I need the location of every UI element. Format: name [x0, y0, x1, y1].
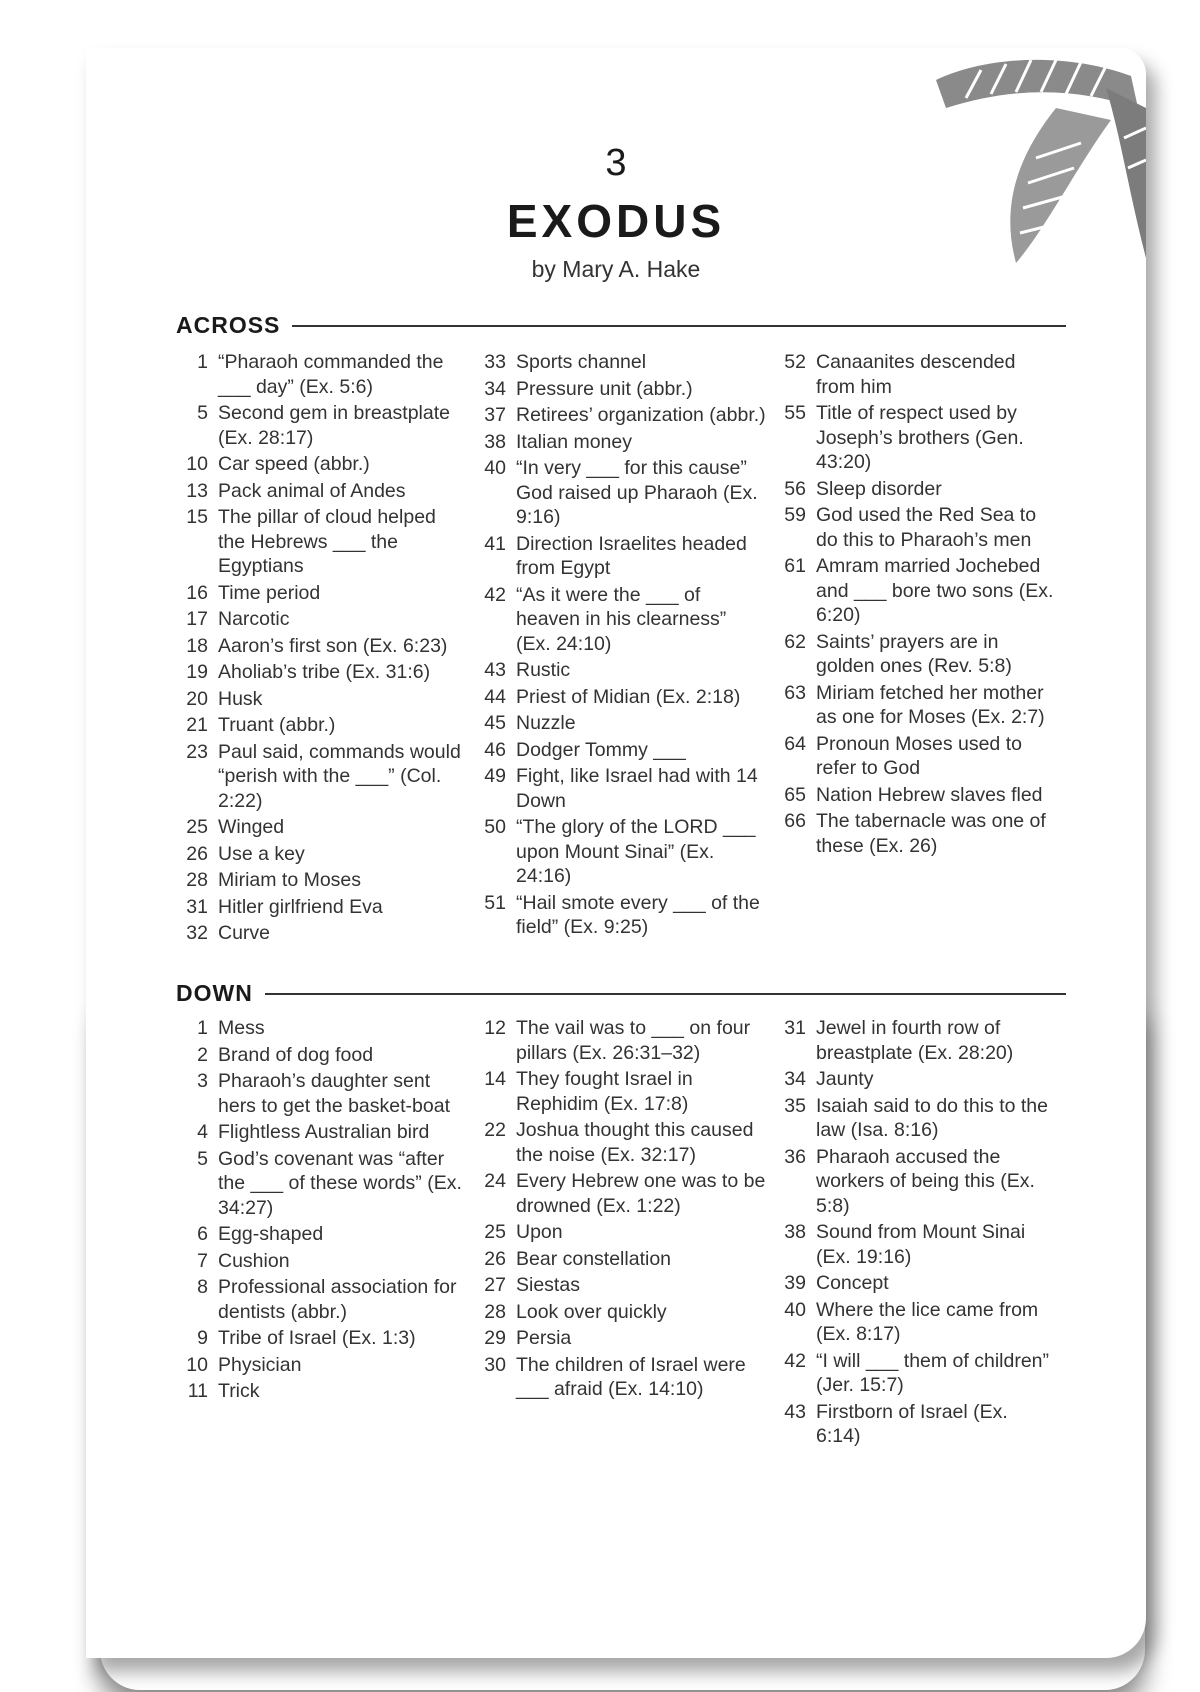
across-clue	[176, 452, 474, 477]
clue-text: Rustic	[516, 659, 571, 681]
clue-text: Truant (abbr.)	[218, 714, 336, 736]
down-clue	[176, 1043, 474, 1068]
across-clues	[176, 350, 1086, 948]
clue-text: The pillar of cloud helped the Hebrews ___ the Egyptians	[218, 506, 436, 577]
clue-number: 52	[784, 351, 806, 373]
across-clue	[474, 764, 774, 813]
clue-number: 19	[186, 661, 208, 683]
down-clue	[774, 1349, 1064, 1398]
clue-number: 23	[186, 740, 208, 763]
across-clue	[474, 738, 774, 763]
across-clue	[474, 815, 774, 889]
down-clue	[176, 1379, 474, 1404]
clue-number: 1	[197, 1017, 208, 1039]
clue-number: 10	[186, 453, 208, 475]
clue-number: 16	[186, 581, 208, 604]
down-clue	[774, 1016, 1064, 1065]
clue-number: 62	[784, 630, 806, 653]
clue-text: Winged	[218, 816, 285, 838]
clue-text: The vail was to ___ on four pillars (Ex. 26:31–32)	[516, 1017, 751, 1064]
clue-number: 32	[186, 922, 208, 944]
across-column-2	[474, 350, 774, 948]
clue-text: Trick	[218, 1380, 260, 1402]
clue-number: 14	[484, 1068, 506, 1090]
clue-number: 38	[484, 430, 506, 453]
down-clue	[176, 1249, 474, 1274]
down-clue	[474, 1247, 774, 1272]
clue-text: Bear constellation	[516, 1247, 672, 1270]
clue-number: 7	[197, 1249, 208, 1272]
clue-text: Canaanites descended from him	[816, 351, 1016, 398]
clue-number: 24	[484, 1170, 506, 1192]
across-clue	[774, 554, 1064, 628]
across-clue	[176, 505, 474, 579]
clue-text: Italian money	[516, 430, 632, 453]
clue-text: Pharaoh accused the workers of being this (Ex. 5:8)	[816, 1145, 1035, 1217]
clue-text: Firstborn of Israel (Ex. 6:14)	[816, 1400, 1008, 1447]
clue-number: 61	[784, 555, 806, 577]
across-clue	[176, 815, 474, 840]
clue-text: Husk	[218, 687, 263, 710]
clue-text: Every Hebrew one was to be drowned (Ex. 1:22)	[516, 1170, 766, 1217]
clue-number: 11	[187, 1380, 208, 1402]
clue-text: Persia	[516, 1327, 572, 1349]
clue-number: 17	[186, 608, 208, 630]
clue-text: “As it were the ___ of heaven in his clearness” (Ex. 24:10)	[516, 583, 727, 655]
down-clue	[774, 1271, 1064, 1296]
clue-text: Tribe of Israel (Ex. 1:3)	[218, 1327, 416, 1349]
clue-text: Fight, like Israel had with 14 Down	[516, 765, 758, 812]
down-label: DOWN	[176, 980, 253, 1006]
down-rule	[265, 993, 1066, 995]
clue-number: 26	[186, 842, 208, 865]
clue-number: 28	[484, 1300, 506, 1323]
down-column-3	[774, 1016, 1064, 1451]
down-clue	[176, 1222, 474, 1247]
puzzle-page	[86, 48, 1146, 1658]
down-clue	[474, 1273, 774, 1298]
clue-text: Direction Israelites headed from Egypt	[516, 532, 747, 579]
across-clue	[774, 503, 1064, 552]
clue-number: 20	[186, 687, 208, 710]
down-clue	[474, 1220, 774, 1245]
clue-number: 41	[484, 532, 506, 555]
across-clue	[176, 607, 474, 632]
clue-number: 65	[784, 783, 806, 806]
clue-text: Sports channel	[516, 351, 647, 373]
clue-number: 40	[484, 457, 506, 479]
down-clue	[474, 1326, 774, 1351]
clue-number: 66	[784, 810, 806, 832]
clue-number: 40	[784, 1298, 806, 1321]
clue-number: 43	[484, 659, 506, 681]
down-column-1	[176, 1016, 474, 1451]
down-clue	[774, 1220, 1064, 1269]
across-clue	[474, 350, 774, 375]
across-clue	[774, 477, 1064, 502]
clue-number: 39	[784, 1272, 806, 1294]
down-heading	[176, 980, 1066, 1007]
across-clue	[774, 783, 1064, 808]
clue-text: Where the lice came from (Ex. 8:17)	[816, 1298, 1039, 1345]
clue-text: Amram married Jochebed and ___ bore two sons (Ex. 6:20)	[816, 555, 1054, 626]
clue-text: “Pharaoh commanded the ___ day” (Ex. 5:6)	[218, 351, 444, 398]
clue-text: Dodger Tommy ___	[516, 738, 686, 761]
down-clue	[474, 1067, 774, 1116]
clue-number: 1	[197, 351, 208, 373]
puzzle-header	[86, 144, 1146, 283]
across-rule	[292, 325, 1066, 327]
clue-number: 3	[197, 1070, 208, 1092]
across-clue	[474, 532, 774, 581]
down-clue	[474, 1169, 774, 1218]
clue-text: Concept	[816, 1272, 889, 1294]
clue-text: Car speed (abbr.)	[218, 453, 370, 475]
clue-number: 38	[784, 1221, 806, 1243]
clue-text: Priest of Midian (Ex. 2:18)	[516, 685, 741, 708]
clue-text: Sound from Mount Sinai (Ex. 19:16)	[816, 1221, 1026, 1268]
clue-number: 45	[484, 712, 506, 734]
clue-text: Flightless Australian bird	[218, 1121, 430, 1143]
across-clue	[774, 809, 1064, 858]
down-clues	[176, 1016, 1086, 1451]
across-clue	[474, 711, 774, 736]
across-clue	[474, 891, 774, 940]
clue-text: Title of respect used by Joseph’s brothers (Gen. 43:20)	[816, 402, 1024, 473]
clue-number: 59	[784, 504, 806, 526]
clue-number: 22	[484, 1119, 506, 1141]
clue-number: 36	[784, 1145, 806, 1168]
clue-number: 21	[186, 714, 208, 736]
clue-text: Upon	[516, 1221, 563, 1243]
clue-number: 28	[186, 869, 208, 891]
clue-text: Second gem in breastplate (Ex. 28:17)	[218, 402, 450, 449]
clue-text: Sleep disorder	[816, 477, 942, 500]
clue-number: 25	[186, 816, 208, 838]
across-clue	[176, 868, 474, 893]
across-clue	[176, 581, 474, 606]
down-clue	[176, 1069, 474, 1118]
clue-text: Siestas	[516, 1274, 580, 1296]
clue-text: Egg-shaped	[218, 1223, 324, 1245]
clue-number: 42	[484, 583, 506, 606]
clue-number: 56	[784, 477, 806, 500]
clue-number: 43	[784, 1400, 806, 1423]
across-column-1	[176, 350, 474, 948]
clue-text: The tabernacle was one of these (Ex. 26)	[816, 810, 1046, 857]
clue-text: Pack animal of Andes	[218, 479, 406, 502]
clue-number: 34	[484, 377, 506, 400]
puzzle-author: by Mary A. Hake	[531, 256, 701, 282]
clue-number: 10	[186, 1353, 208, 1376]
clue-text: God used the Red Sea to do this to Pharaoh’s men	[816, 504, 1037, 551]
across-clue	[176, 479, 474, 504]
clue-text: Miriam fetched her mother as one for Moses (Ex. 2:7)	[816, 681, 1045, 728]
puzzle-number: 3	[605, 142, 627, 184]
clue-text: God’s covenant was “after the ___ of these words” (Ex. 34:27)	[218, 1147, 462, 1219]
clue-number: 12	[484, 1017, 506, 1039]
clue-text: Cushion	[218, 1249, 290, 1272]
down-clue	[474, 1016, 774, 1065]
clue-text: “I will ___ them of children” (Jer. 15:7)	[816, 1349, 1050, 1396]
clue-text: “In very ___ for this cause” God raised up Pharaoh (Ex. 9:16)	[516, 457, 758, 528]
clue-text: Hitler girlfriend Eva	[218, 895, 383, 918]
down-clue	[774, 1400, 1064, 1449]
clue-number: 51	[484, 891, 506, 914]
clue-number: 30	[484, 1353, 506, 1376]
down-clue	[774, 1145, 1064, 1219]
across-clue	[474, 456, 774, 530]
clue-number: 15	[186, 506, 208, 528]
clue-number: 63	[784, 681, 806, 704]
clue-text: Nation Hebrew slaves fled	[816, 783, 1043, 806]
across-clue	[176, 634, 474, 659]
clue-number: 6	[197, 1223, 208, 1245]
across-clue	[176, 687, 474, 712]
across-clue	[176, 921, 474, 946]
clue-number: 2	[197, 1043, 208, 1066]
clue-number: 42	[784, 1349, 806, 1372]
clue-number: 44	[484, 685, 506, 708]
down-clue	[774, 1094, 1064, 1143]
clue-text: Curve	[218, 922, 271, 944]
clue-text: Pharaoh’s daughter sent hers to get the basket-boat	[218, 1070, 450, 1117]
clue-number: 49	[484, 765, 506, 787]
down-clue	[774, 1067, 1064, 1092]
clue-number: 64	[784, 732, 806, 755]
clue-text: They fought Israel in Rephidim (Ex. 17:8)	[516, 1068, 693, 1115]
clue-text: Physician	[218, 1353, 302, 1376]
clue-text: Nuzzle	[516, 712, 576, 734]
clue-number: 37	[484, 404, 506, 426]
clue-text: Saints’ prayers are in golden ones (Rev. 5:8)	[816, 630, 1012, 677]
across-clue	[774, 732, 1064, 781]
clue-text: Paul said, commands would “perish with the ___” (Col. 2:22)	[218, 740, 461, 812]
across-clue	[774, 401, 1064, 475]
clue-text: “The glory of the LORD ___ upon Mount Sinai” (Ex. 24:16)	[516, 816, 756, 887]
down-clue	[176, 1147, 474, 1221]
clue-text: Pressure unit (abbr.)	[516, 377, 693, 400]
clue-text: Time period	[218, 581, 321, 604]
clue-number: 31	[186, 895, 208, 918]
clue-number: 29	[484, 1327, 506, 1349]
across-heading	[176, 312, 1066, 339]
clue-number: 5	[197, 402, 208, 424]
clue-text: Look over quickly	[516, 1300, 667, 1323]
across-clue	[474, 430, 774, 455]
across-label: ACROSS	[176, 312, 281, 338]
clue-text: “Hail smote every ___ of the field” (Ex. 9:25)	[516, 891, 760, 938]
clue-text: Isaiah said to do this to the law (Isa. 8:16)	[816, 1094, 1048, 1141]
down-clue	[474, 1353, 774, 1402]
clue-number: 50	[484, 816, 506, 838]
clue-number: 46	[484, 738, 506, 761]
clue-text: The children of Israel were ___ afraid (Ex. 14:10)	[516, 1353, 746, 1400]
across-clue	[474, 583, 774, 657]
clue-text: Miriam to Moses	[218, 869, 362, 891]
across-clue	[474, 377, 774, 402]
across-clue	[774, 681, 1064, 730]
clue-text: Aaron’s first son (Ex. 6:23)	[218, 634, 448, 657]
across-column-3	[774, 350, 1064, 948]
clue-number: 35	[784, 1094, 806, 1117]
across-clue	[176, 713, 474, 738]
clue-text: Aholiab’s tribe (Ex. 31:6)	[218, 661, 431, 683]
clue-text: Jaunty	[816, 1068, 874, 1090]
clue-number: 55	[784, 402, 806, 424]
clue-text: Narcotic	[218, 608, 290, 630]
clue-text: Brand of dog food	[218, 1043, 374, 1066]
clue-number: 8	[197, 1276, 208, 1298]
down-clue	[774, 1298, 1064, 1347]
down-clue	[176, 1275, 474, 1324]
clue-number: 13	[186, 479, 208, 502]
clue-number: 25	[484, 1221, 506, 1243]
across-clue	[774, 350, 1064, 399]
clue-number: 18	[186, 634, 208, 657]
across-clue	[474, 658, 774, 683]
clue-number: 27	[484, 1274, 506, 1296]
down-clue	[474, 1118, 774, 1167]
across-clue	[176, 350, 474, 399]
down-clue	[176, 1120, 474, 1145]
clue-text: Mess	[218, 1017, 265, 1039]
clue-text: Pronoun Moses used to refer to God	[816, 732, 1022, 779]
down-clue	[176, 1326, 474, 1351]
across-clue	[176, 895, 474, 920]
across-clue	[176, 740, 474, 814]
across-clue	[176, 842, 474, 867]
across-clue	[474, 403, 774, 428]
down-clue	[176, 1016, 474, 1041]
clue-number: 26	[484, 1247, 506, 1270]
clue-number: 9	[197, 1327, 208, 1349]
clue-number: 5	[197, 1147, 208, 1170]
clue-number: 33	[484, 351, 506, 373]
clue-text: Retirees’ organization (abbr.)	[516, 404, 766, 426]
across-clue	[176, 660, 474, 685]
clue-number: 31	[784, 1017, 806, 1039]
clue-number: 34	[784, 1068, 806, 1090]
clue-text: Jewel in fourth row of breastplate (Ex. 28:20)	[816, 1017, 1014, 1064]
clue-text: Professional association for dentists (abbr.)	[218, 1276, 457, 1323]
across-clue	[176, 401, 474, 450]
across-clue	[474, 685, 774, 710]
clue-text: Joshua thought this caused the noise (Ex. 32:17)	[516, 1119, 754, 1166]
clue-number: 4	[197, 1121, 208, 1143]
down-clue	[474, 1300, 774, 1325]
down-column-2	[474, 1016, 774, 1451]
puzzle-title: EXODUS	[506, 195, 726, 247]
across-clue	[774, 630, 1064, 679]
clue-text: Use a key	[218, 842, 305, 865]
down-clue	[176, 1353, 474, 1378]
